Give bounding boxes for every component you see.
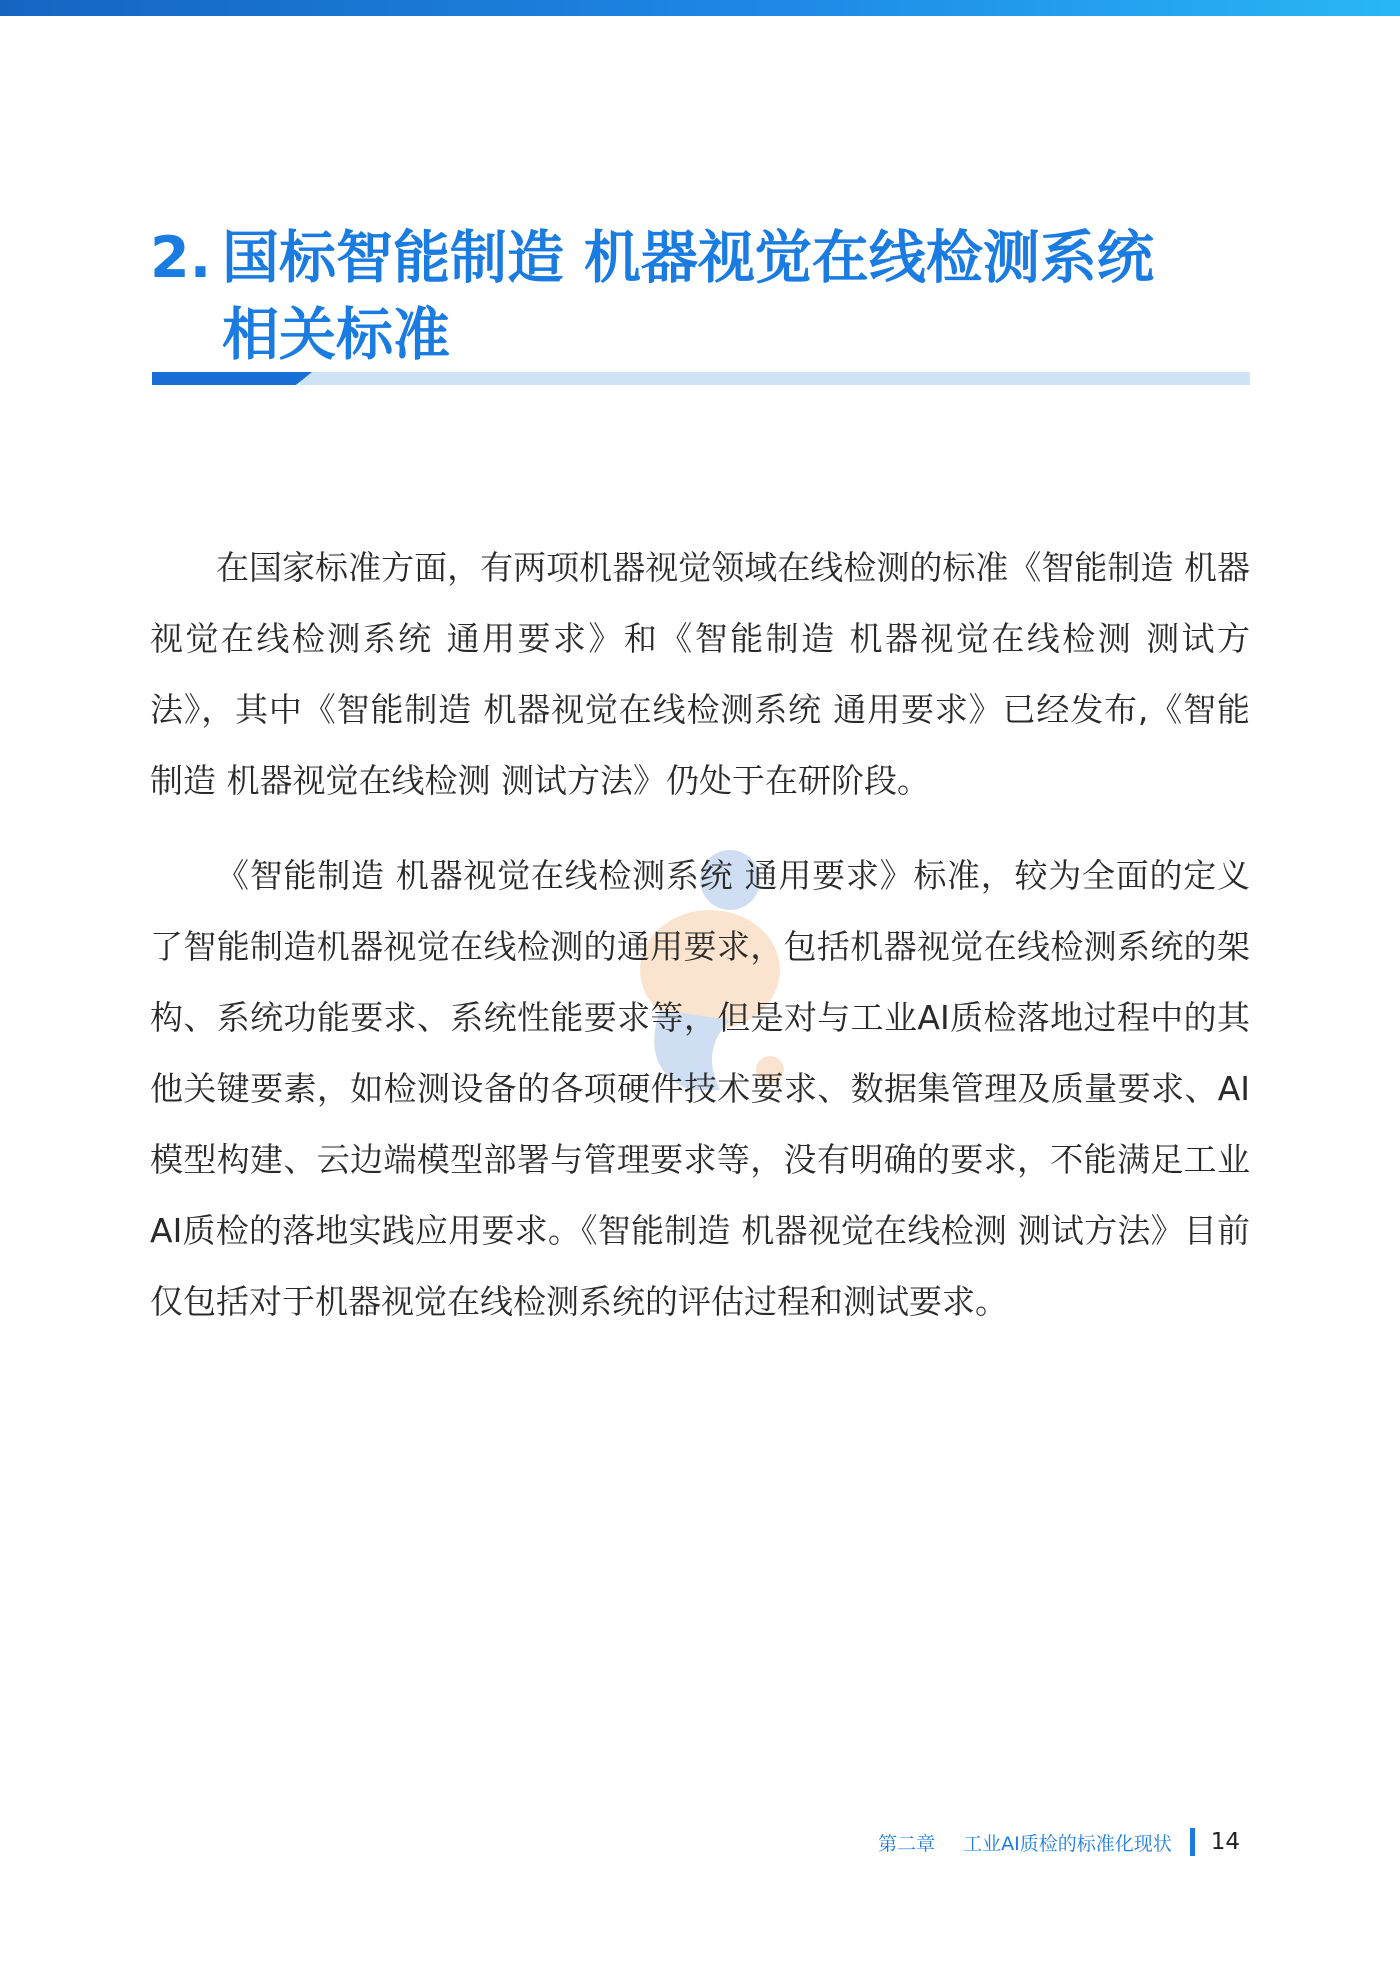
footer-chapter-title: 工业AI质检的标准化现状 — [963, 1832, 1172, 1855]
section-title-line1: 国标智能制造 机器视觉在线检测系统 — [222, 225, 1154, 291]
section-heading — [150, 220, 1270, 374]
top-accent-bar — [0, 0, 1400, 16]
footer-separator — [1190, 1828, 1195, 1856]
heading-underline — [152, 372, 1250, 385]
footer-chapter: 第二章 — [878, 1832, 936, 1855]
paragraph-2: 《智能制造 机器视觉在线检测系统 通用要求》标准，较为全面的定义了智能制造机器视觉在线检测的通用要求，包括机器视觉在线检测系统的架构、系统功能要求、系统性能要求等，但是对与工业AI质检落地过程中的其他关键要素，如检测设备的各项硬件技术要求、数据集管理及质量要求、AI模型构建、云边端模型部署与管理要求等，没有明确的要求，不能满足工业AI质检的落地实践应用要求。《智能制造 机器视觉在线检测 测试方法》目前仅包括对于机器视觉在线检测系统的评估过程和测试要求。 — [150, 856, 1250, 1321]
section-title-line2: 相关标准 — [222, 302, 450, 368]
heading-underline-light — [300, 372, 1250, 385]
page-footer — [878, 1826, 1240, 1858]
paragraph-1: 在国家标准方面，有两项机器视觉领域在线检测的标准《智能制造 机器视觉在线检测系统 通用要求》和《智能制造 机器视觉在线检测 测试方法》，其中《智能制造 机器视觉在线检测系统 通用要求》已经发布,《智能制造 机器视觉在线检测 测试方法》仍处于在研阶段。 — [150, 548, 1250, 800]
heading-underline-accent — [152, 372, 312, 385]
page-number: 14 — [1210, 1829, 1240, 1855]
body-text — [150, 532, 1250, 1361]
section-number: 2. — [150, 225, 212, 291]
